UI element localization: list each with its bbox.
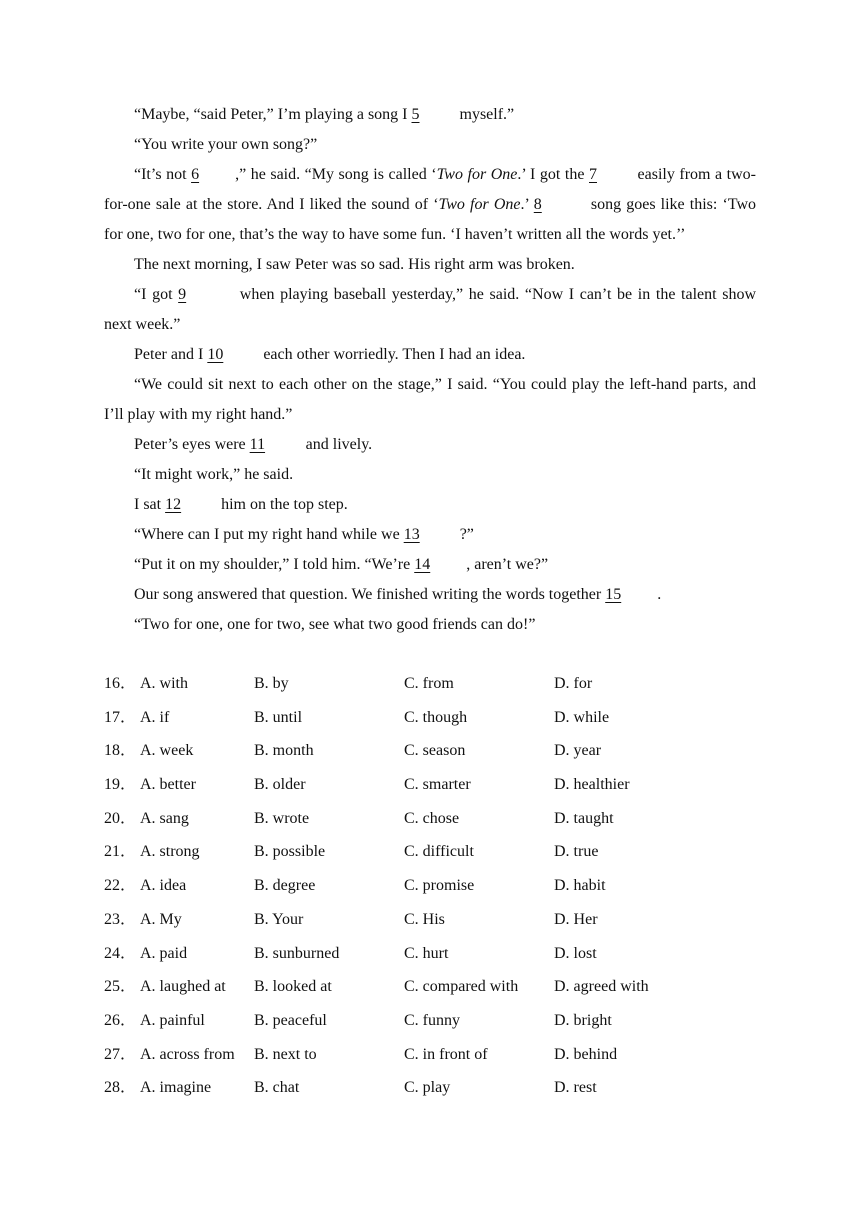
blank-15: 15 [605, 586, 622, 603]
blank-6: 6 [191, 166, 200, 183]
option-a: A. My [140, 910, 182, 928]
question-row [104, 838, 804, 872]
option-b: B. possible [254, 843, 326, 861]
passage-paragraph [104, 610, 756, 640]
passage-text: ,” he said. “My song is called ‘ [235, 166, 437, 183]
question-row [104, 771, 804, 805]
passage-paragraph [104, 430, 756, 460]
option-d: D. lost [554, 944, 597, 962]
option-d: D. year [554, 742, 602, 760]
passage-text: “You write your own song?” [134, 136, 318, 153]
blank-5: 5 [411, 106, 420, 123]
blank-12: 12 [165, 496, 182, 513]
option-b: B. chat [254, 1079, 300, 1097]
passage-text: “Where can I put my right hand while we [134, 526, 404, 543]
question-row [104, 1007, 804, 1041]
option-c: C. season [404, 742, 466, 760]
option-b: B. by [254, 675, 289, 692]
question-row [104, 670, 804, 704]
option-c: C. funny [404, 1011, 460, 1029]
blank-13: 13 [403, 526, 420, 543]
question-number: 26． [104, 1011, 137, 1029]
passage-text: Our song answered that question. We finished writing the words together [134, 586, 606, 603]
passage-text: ?” [455, 526, 474, 543]
passage-text: him on the top step. [217, 496, 348, 513]
passage-text: .’ [520, 196, 534, 213]
option-b: B. Your [254, 910, 304, 928]
option-c: C. hurt [404, 944, 449, 962]
passage-text: “Two for one, one for two, see what two good friends can do!” [134, 616, 536, 633]
passage-text: I sat [134, 496, 166, 513]
option-b: B. peaceful [254, 1011, 327, 1029]
passage-paragraph [104, 250, 756, 280]
question-number: 28． [104, 1079, 137, 1097]
passage-text: myself.” [455, 106, 515, 123]
question-row [104, 805, 804, 839]
passage-text: “Put it on my shoulder,” I told him. “We’re [134, 556, 415, 573]
question-row [104, 872, 804, 906]
option-a: A. idea [140, 877, 187, 895]
passage-text: . [657, 586, 662, 603]
option-a: A. across from [140, 1045, 235, 1063]
blank-14: 14 [414, 556, 431, 573]
passage-paragraph [104, 460, 756, 490]
passage-text: when playing baseball yesterday,” he said. “Now I can’t be in the talent show next week.” [104, 286, 757, 333]
song-title: Two for One [436, 166, 518, 183]
option-c: C. chose [404, 809, 460, 827]
passage-paragraph [104, 280, 756, 340]
passage-text: song goes like this: ‘Two for one, two for one, that’s the way to have some fun. ‘I haven’t written all the words yet.’’ [104, 196, 756, 243]
passage-paragraph [104, 100, 756, 130]
option-d: D. Her [554, 910, 598, 928]
passage-text: “It’s not [134, 166, 192, 183]
option-a: A. better [140, 776, 196, 794]
passage-paragraph [104, 580, 756, 610]
passage-text: Peter and I [134, 346, 208, 363]
option-a: A. painful [140, 1011, 205, 1029]
option-d: D. bright [554, 1011, 612, 1029]
option-c: C. promise [404, 877, 475, 895]
passage-text: “We could sit next to each other on the stage,” I said. “You could play the left-hand parts, and I’ll play with my right hand.” [104, 376, 756, 423]
option-c: C. His [404, 910, 445, 928]
option-d: D. healthier [554, 776, 630, 794]
question-number: 18． [104, 742, 137, 760]
passage-text: “It might work,” he said. [134, 466, 294, 483]
passage-paragraph [104, 340, 756, 370]
option-b: B. next to [254, 1045, 317, 1063]
option-b: B. older [254, 776, 306, 794]
passage-text: “I got [134, 286, 179, 303]
option-a: A. strong [140, 843, 200, 861]
question-number: 20． [104, 809, 137, 827]
passage-paragraph [104, 160, 756, 250]
blank-7: 7 [589, 166, 597, 183]
passage-text: .’ I got the [517, 166, 589, 183]
blank-10: 10 [207, 346, 224, 363]
question-number: 16． [104, 675, 137, 692]
option-d: D. rest [554, 1079, 597, 1097]
answer-options [104, 670, 804, 1108]
question-row [104, 906, 804, 940]
passage-paragraph [104, 550, 756, 580]
option-c: C. compared with [404, 978, 519, 996]
option-d: D. while [554, 708, 610, 726]
option-d: D. true [554, 843, 599, 861]
cloze-passage [104, 100, 756, 640]
question-row [104, 737, 804, 771]
option-d: D. for [554, 675, 593, 692]
option-a: A. laughed at [140, 978, 226, 996]
question-row [104, 973, 804, 1007]
passage-text: , aren’t we?” [466, 556, 549, 573]
option-b: B. wrote [254, 809, 310, 827]
option-c: C. difficult [404, 843, 474, 861]
passage-text: The next morning, I saw Peter was so sad. His right arm was broken. [134, 256, 575, 273]
option-a: A. imagine [140, 1079, 212, 1097]
blank-8: 8 [533, 196, 542, 213]
song-title: Two for One [438, 196, 521, 213]
option-c: C. in front of [404, 1045, 488, 1063]
passage-text: each other worriedly. Then I had an idea. [259, 346, 526, 363]
option-a: A. if [140, 708, 170, 726]
passage-paragraph [104, 130, 756, 160]
option-b: B. degree [254, 877, 316, 895]
passage-text: easily from a two-for-one sale at the store. And I liked the sound of ‘ [104, 166, 757, 213]
option-d: D. behind [554, 1045, 618, 1063]
option-a: A. paid [140, 944, 188, 962]
question-number: 24． [104, 944, 137, 962]
blank-11: 11 [249, 436, 266, 453]
passage-paragraph [104, 520, 756, 550]
question-number: 21． [104, 843, 137, 861]
passage-paragraph [104, 490, 756, 520]
option-c: C. play [404, 1079, 451, 1097]
option-a: A. sang [140, 809, 189, 827]
question-number: 27． [104, 1045, 137, 1063]
option-d: D. agreed with [554, 978, 649, 996]
passage-paragraph [104, 370, 756, 430]
option-d: D. habit [554, 877, 606, 895]
option-b: B. until [254, 708, 303, 726]
passage-text: “Maybe, “said Peter,” I’m playing a song I [134, 106, 412, 123]
question-row [104, 940, 804, 974]
question-row [104, 704, 804, 738]
question-row [104, 1074, 804, 1108]
option-b: B. month [254, 742, 314, 760]
option-b: B. looked at [254, 978, 332, 996]
question-row [104, 1041, 804, 1075]
option-a: A. week [140, 742, 194, 760]
option-c: C. from [404, 675, 454, 692]
option-b: B. sunburned [254, 944, 340, 962]
option-d: D. taught [554, 809, 614, 827]
question-number: 17． [104, 708, 137, 726]
question-number: 22． [104, 877, 137, 895]
option-c: C. smarter [404, 776, 471, 794]
passage-text: Peter’s eyes were [134, 436, 250, 453]
passage-text: and lively. [301, 436, 373, 453]
question-number: 19． [104, 776, 137, 794]
question-number: 25． [104, 978, 137, 996]
option-c: C. though [404, 708, 468, 726]
blank-9: 9 [178, 286, 187, 303]
question-number: 23． [104, 910, 137, 928]
option-a: A. with [140, 675, 188, 692]
